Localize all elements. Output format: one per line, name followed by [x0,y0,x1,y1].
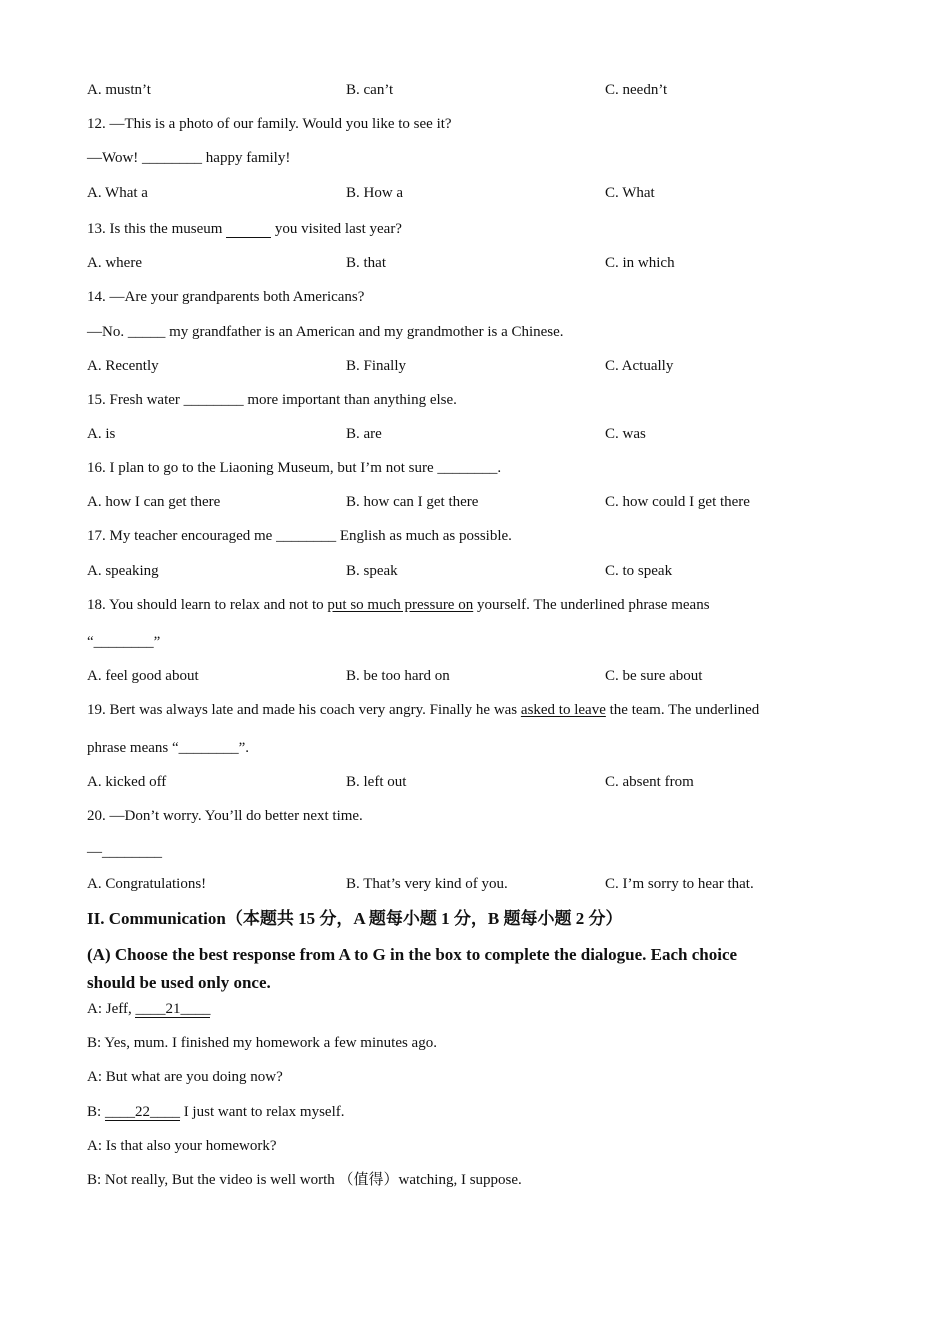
q20-stem: 20. —Don’t worry. You’ll do better next time. [87,808,363,824]
q13-option-a: A. where [87,255,142,271]
q18-stem-pre: 18. You should learn to relax and not to [87,597,328,613]
dialogue-line-4 [87,1102,344,1122]
q12-option-b: B. How a [346,185,404,201]
q16-option-c: C. how could I get there [605,494,750,510]
q11-option-a: A. mustn’t [87,82,151,98]
q13-stem-pre: 13. Is this the museum [87,221,227,237]
q19-stem-pre: 19. Bert was always late and made his coach very angry. Finally he was [87,702,521,718]
q20-option-c: C. I’m sorry to hear that. [605,876,754,892]
q18-stem-line2: “________” [87,634,161,650]
q17-option-a: A. speaking [87,563,159,579]
section-2-part-a-instruction-line1: (A) Choose the best response from A to G in the box to complete the dialogue. Each choice [87,945,738,964]
q20-reply: —________ [87,844,162,860]
q14-option-b: B. Finally [346,358,407,374]
dialogue-line-4-text: I just want to relax myself. [179,1104,345,1120]
dialogue-line-4-speaker: B: [87,1104,105,1120]
q16-stem: 16. I plan to go to the Liaoning Museum, but I’m not sure ________. [87,460,502,476]
q15-option-a: A. is [87,426,116,442]
q15-stem: 15. Fresh water ________ more important than anything else. [87,392,457,408]
q18-option-c: C. be sure about [605,668,703,684]
q14-option-c: C. Actually [605,358,674,374]
q12-stem: 12. —This is a photo of our family. Would you like to see it? [87,116,452,132]
q17-stem: 17. My teacher encouraged me ________ English as much as possible. [87,528,512,544]
q19-stem-post: the team. The underlined [605,702,760,718]
dialogue-line-3: A: But what are you doing now? [87,1069,283,1085]
q11-option-b: B. can’t [346,82,394,98]
q20-option-b: B. That’s very kind of you. [346,876,508,892]
blank-21: ____21____ [135,1001,211,1017]
section-2-title: II. Communication（本题共 15 分，A 题每小题 1 分，B 题每小题 2 分） [87,909,623,928]
q14-reply: —No. _____ my grandfather is an American and my grandmother is a Chinese. [87,324,564,340]
dialogue-line-5: A: Is that also your homework? [87,1138,277,1154]
q16-option-a: A. how I can get there [87,494,221,510]
q15-option-b: B. are [346,426,382,442]
q12-option-a: A. What a [87,185,148,201]
q18-stem-post: yourself. The underlined phrase means [473,597,710,613]
section-2-part-a-instruction-line2: should be used only once. [87,973,271,992]
q16-option-b: B. how can I get there [346,494,479,510]
q13-option-b: B. that [346,255,386,271]
q18-underlined-phrase: put so much pressure on [327,597,474,613]
dialogue-line-6: B: Not really, But the video is well worth （值得）watching, I suppose. [87,1172,522,1188]
q15-option-c: C. was [605,426,646,442]
q13-stem-post: you visited last year? [271,221,402,237]
q19-option-c: C. absent from [605,774,694,790]
blank-22: ____22____ [104,1104,180,1120]
dialogue-line-1 [87,999,210,1019]
q13-stem [87,219,402,239]
q19-stem-line2: phrase means “________”. [87,740,250,756]
q13-blank [226,221,271,238]
dialogue-line-2: B: Yes, mum. I finished my homework a few minutes ago. [87,1035,437,1051]
dialogue-line-1-text: A: Jeff, [87,1001,136,1017]
q18-option-a: A. feel good about [87,668,199,684]
q12-option-c: C. What [605,185,655,201]
q19-option-b: B. left out [346,774,407,790]
q19-stem [87,700,759,720]
q19-option-a: A. kicked off [87,774,167,790]
q20-option-a: A. Congratulations! [87,876,207,892]
q18-stem [87,595,710,615]
q17-option-c: C. to speak [605,563,673,579]
q19-underlined-phrase: asked to leave [520,702,606,718]
q18-option-b: B. be too hard on [346,668,450,684]
q11-option-c: C. needn’t [605,82,668,98]
q13-option-c: C. in which [605,255,675,271]
q12-reply: —Wow! ________ happy family! [87,150,291,166]
q14-stem: 14. —Are your grandparents both Americans? [87,289,365,305]
q14-option-a: A. Recently [87,358,159,374]
q17-option-b: B. speak [346,563,398,579]
